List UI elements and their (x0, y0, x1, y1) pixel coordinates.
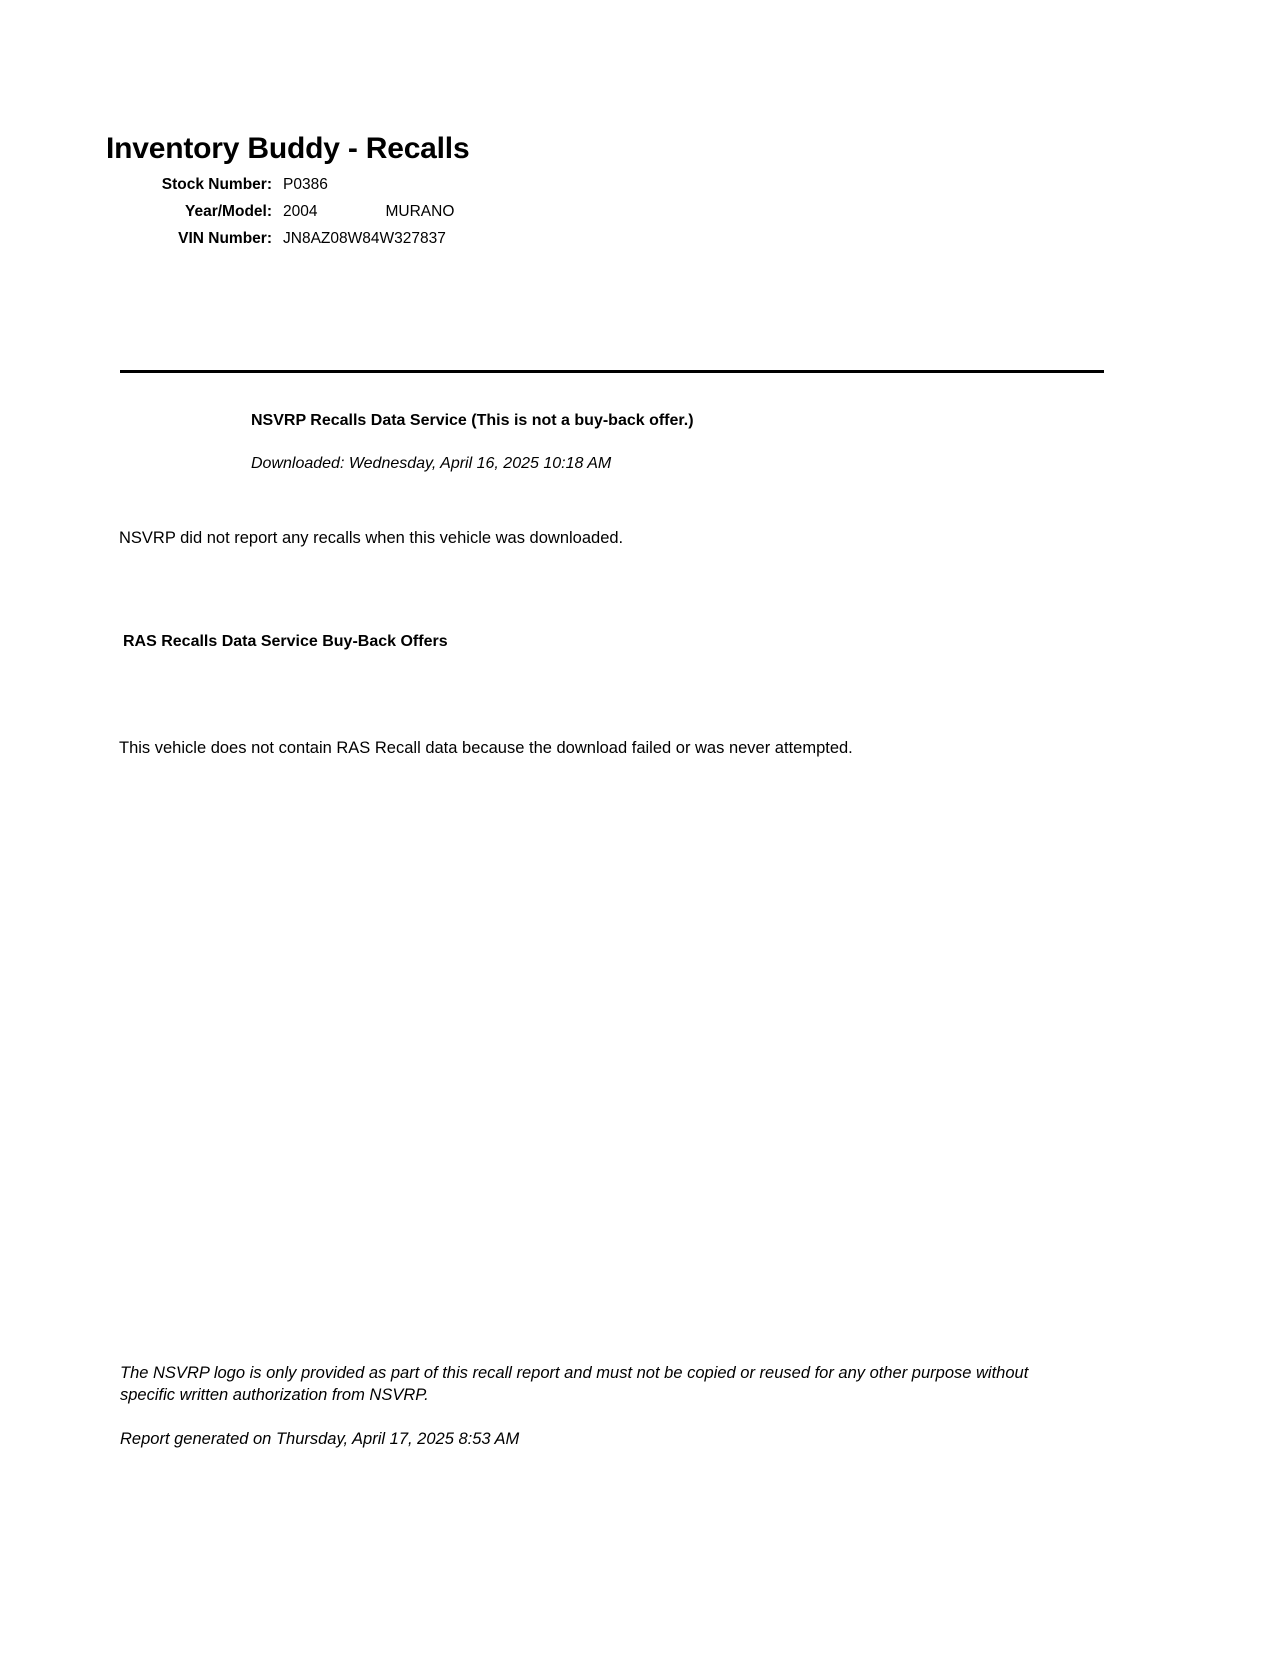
footer-generated-timestamp: Report generated on Thursday, April 17, 2025 8:53 AM (120, 1430, 520, 1448)
ras-section-heading: RAS Recalls Data Service Buy-Back Offers (123, 633, 448, 650)
year-model-value (283, 203, 454, 221)
nsvrp-downloaded-timestamp: Downloaded: Wednesday, April 16, 2025 10:18 AM (251, 455, 612, 472)
footer-disclaimer: The NSVRP logo is only provided as part of this recall report and must not be copied or reused for any other purpose without specific written authorization from NSVRP. (120, 1364, 1029, 1405)
vin-number-label: VIN Number: (178, 230, 272, 247)
stock-number-value: P0386 (283, 176, 328, 193)
vehicle-meta-block (106, 176, 726, 257)
ras-status-message: This vehicle does not contain RAS Recall data because the download failed or was never attempted. (119, 739, 853, 757)
nsvrp-status-message: NSVRP did not report any recalls when this vehicle was downloaded. (119, 529, 624, 547)
section-divider (120, 370, 1104, 373)
year-value: 2004 (283, 203, 318, 220)
model-value: MURANO (385, 203, 455, 220)
page-title: Inventory Buddy - Recalls (106, 132, 470, 165)
meta-row-year-model (106, 203, 726, 230)
year-model-label: Year/Model: (185, 203, 272, 220)
stock-number-label: Stock Number: (161, 176, 272, 193)
nsvrp-section-heading: NSVRP Recalls Data Service (This is not a buy-back offer.) (251, 412, 694, 429)
vin-number-value: JN8AZ08W84W327837 (283, 230, 446, 247)
meta-row-vin-number (106, 230, 726, 257)
meta-row-stock-number (106, 176, 726, 203)
